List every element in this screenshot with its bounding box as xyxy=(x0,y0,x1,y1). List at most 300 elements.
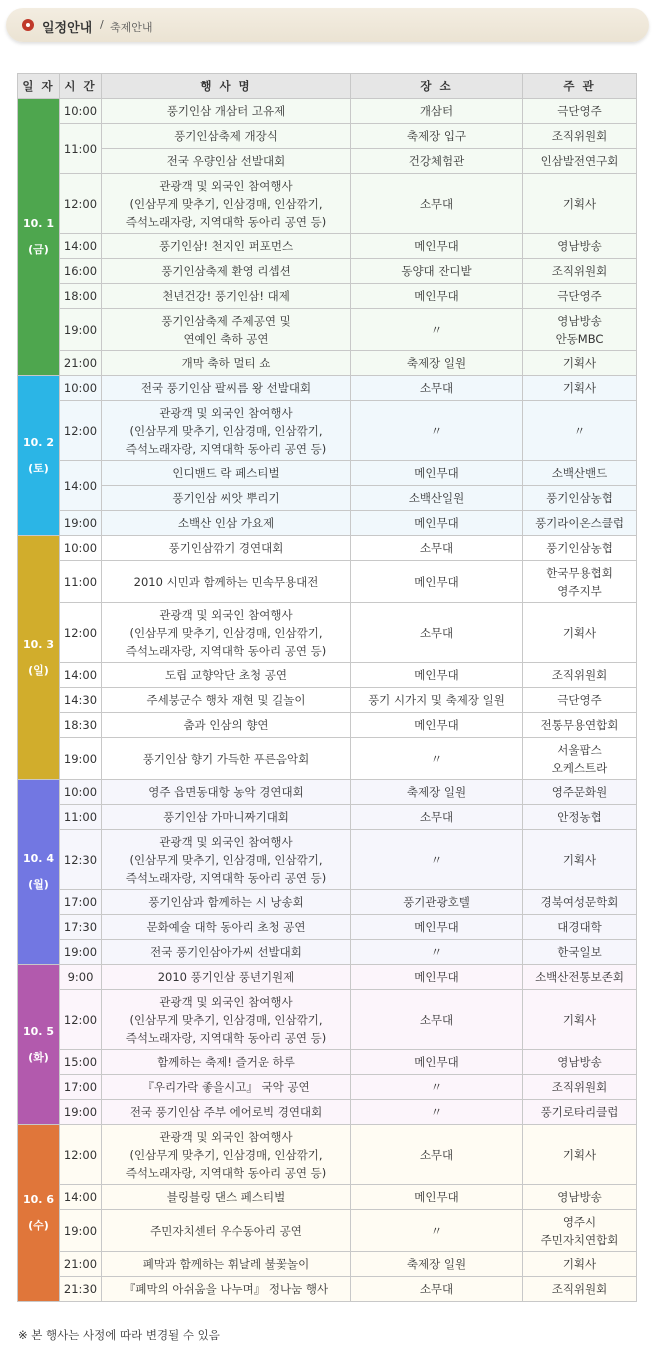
event-line: 즉석노래자랑, 지역대학 동아리 공연 등) xyxy=(125,870,327,885)
col-header-host: 주 관 xyxy=(523,74,637,99)
day-cell xyxy=(18,1125,60,1302)
day-date: 10. 1 xyxy=(23,217,54,230)
col-header-place: 장 소 xyxy=(351,74,523,99)
place-cell xyxy=(351,561,523,603)
event-line: 도립 교향악단 초청 공연 xyxy=(164,668,288,682)
place-cell xyxy=(351,738,523,780)
place-line: 소무대 xyxy=(419,381,454,395)
host-cell xyxy=(523,830,637,890)
event-cell xyxy=(102,536,351,561)
table-row xyxy=(18,663,637,688)
place-line: 메인무대 xyxy=(414,574,459,589)
host-line: 풍기인삼농협 xyxy=(546,541,613,555)
time-cell: 9:00 xyxy=(60,965,102,990)
event-line: 풍기인삼 향기 가득한 푸른음악회 xyxy=(142,751,310,766)
event-line: 즉석노래자랑, 지역대학 동아리 공연 등) xyxy=(125,643,327,658)
host-cell xyxy=(523,284,637,309)
event-cell xyxy=(102,830,351,890)
event-line: 『우리가락 좋을시고』 국악 공연 xyxy=(142,1080,310,1094)
host-cell xyxy=(523,990,637,1050)
event-cell xyxy=(102,1210,351,1252)
place-cell xyxy=(351,688,523,713)
host-line: 조직위원회 xyxy=(551,1080,608,1094)
event-line: 『폐막의 아쉬움을 나누며』 정나눔 행사 xyxy=(123,1282,329,1296)
host-line: 기획사 xyxy=(562,1257,597,1271)
col-header-date: 일 자 xyxy=(18,74,60,99)
place-line: 〃 xyxy=(430,852,443,867)
host-line: 풍기라이온스클럽 xyxy=(535,516,624,530)
host-line: 안정농협 xyxy=(557,810,602,824)
place-line: 메인무대 xyxy=(414,718,459,732)
event-line: (인삼무게 맞추기, 인삼경매, 인삼깎기, xyxy=(129,1012,323,1027)
event-line: 관광객 및 외국인 참여행사 xyxy=(159,178,293,193)
event-cell xyxy=(102,713,351,738)
table-row xyxy=(18,561,637,603)
host-cell xyxy=(523,461,637,486)
host-line: 조직위원회 xyxy=(551,129,608,143)
event-line: 즉석노래자랑, 지역대학 동아리 공연 등) xyxy=(125,441,327,456)
host-cell xyxy=(523,234,637,259)
host-cell xyxy=(523,149,637,174)
event-cell xyxy=(102,1252,351,1277)
place-line: 〃 xyxy=(430,945,443,959)
host-cell xyxy=(523,1252,637,1277)
host-line: 오케스트라 xyxy=(551,760,608,775)
event-line: 풍기인삼 씨앗 뿌리기 xyxy=(172,491,280,505)
table-row xyxy=(18,124,637,149)
time-cell: 21:00 xyxy=(60,1252,102,1277)
host-line: 극단영주 xyxy=(557,104,602,118)
host-line: 대경대학 xyxy=(557,920,602,934)
table-row xyxy=(18,915,637,940)
event-line: 인디밴드 락 페스티벌 xyxy=(172,466,280,480)
place-cell xyxy=(351,965,523,990)
host-line: 기획사 xyxy=(562,381,597,395)
event-line: 전국 풍기인삼 팔씨름 왕 선발대회 xyxy=(140,381,312,395)
place-cell xyxy=(351,1100,523,1125)
table-row xyxy=(18,890,637,915)
event-line: 전국 풍기인삼아가씨 선발대회 xyxy=(150,945,302,959)
time-cell: 19:00 xyxy=(60,738,102,780)
event-line: 풍기인삼축제 환영 리셉션 xyxy=(161,264,291,278)
host-cell xyxy=(523,915,637,940)
host-line: 풍기인삼농협 xyxy=(546,491,613,505)
event-cell xyxy=(102,351,351,376)
event-cell xyxy=(102,1277,351,1302)
day-cell xyxy=(18,536,60,780)
host-cell xyxy=(523,780,637,805)
table-row xyxy=(18,603,637,663)
table-row xyxy=(18,461,637,486)
event-cell xyxy=(102,890,351,915)
event-cell xyxy=(102,149,351,174)
event-cell xyxy=(102,511,351,536)
col-header-event: 행 사 명 xyxy=(102,74,351,99)
event-line: 풍기인삼깎기 경연대회 xyxy=(168,541,284,555)
place-cell xyxy=(351,603,523,663)
place-cell xyxy=(351,1050,523,1075)
host-cell xyxy=(523,174,637,234)
place-cell xyxy=(351,511,523,536)
place-cell xyxy=(351,940,523,965)
host-cell xyxy=(523,940,637,965)
time-cell: 12:00 xyxy=(60,603,102,663)
place-cell xyxy=(351,890,523,915)
event-line: 연예인 축하 공연 xyxy=(183,331,269,346)
event-cell xyxy=(102,1050,351,1075)
place-cell xyxy=(351,1210,523,1252)
event-line: 주세붕군수 행차 재현 및 길놀이 xyxy=(146,693,306,707)
event-cell xyxy=(102,284,351,309)
host-cell xyxy=(523,1100,637,1125)
host-cell xyxy=(523,309,637,351)
day-weekday: (월) xyxy=(28,878,49,891)
place-line: 풍기관광호텔 xyxy=(403,895,470,909)
host-cell xyxy=(523,561,637,603)
host-line: 기획사 xyxy=(562,1012,597,1027)
place-cell xyxy=(351,376,523,401)
place-cell xyxy=(351,401,523,461)
host-cell xyxy=(523,1185,637,1210)
day-cell xyxy=(18,99,60,376)
time-cell: 10:00 xyxy=(60,99,102,124)
event-line: (인삼무게 맞추기, 인삼경매, 인삼깎기, xyxy=(129,852,323,867)
table-row xyxy=(18,174,637,234)
host-cell xyxy=(523,965,637,990)
host-cell xyxy=(523,738,637,780)
bullet-icon xyxy=(22,19,34,31)
place-line: 메인무대 xyxy=(414,920,459,934)
event-cell xyxy=(102,174,351,234)
host-line: 기획사 xyxy=(562,356,597,370)
time-cell: 14:00 xyxy=(60,461,102,511)
host-line: 전통무용연합회 xyxy=(540,718,619,732)
table-row xyxy=(18,536,637,561)
time-cell: 21:30 xyxy=(60,1277,102,1302)
host-line: 주민자치연합회 xyxy=(540,1232,619,1247)
event-line: 함께하는 축제! 즐거운 하루 xyxy=(157,1055,295,1069)
table-row xyxy=(18,1100,637,1125)
place-line: 소무대 xyxy=(419,541,454,555)
host-cell xyxy=(523,1210,637,1252)
time-cell: 10:00 xyxy=(60,536,102,561)
table-header-row xyxy=(18,74,637,99)
host-line: 기획사 xyxy=(562,852,597,867)
time-cell: 12:00 xyxy=(60,990,102,1050)
time-cell: 18:00 xyxy=(60,284,102,309)
time-cell: 10:00 xyxy=(60,780,102,805)
breadcrumb-title[interactable]: 일정안내 xyxy=(42,21,93,36)
event-line: 춤과 인삼의 향연 xyxy=(183,718,269,732)
event-cell xyxy=(102,738,351,780)
host-line: 서울팝스 xyxy=(557,742,602,757)
place-line: 메인무대 xyxy=(414,466,459,480)
footnote: ※ 본 행사는 사정에 따라 변경될 수 있음 xyxy=(18,1328,220,1342)
place-cell xyxy=(351,149,523,174)
host-line: 영주시 xyxy=(562,1214,597,1229)
event-cell xyxy=(102,990,351,1050)
place-line: 메인무대 xyxy=(414,668,459,682)
day-weekday: (토) xyxy=(28,461,49,475)
host-cell xyxy=(523,1075,637,1100)
event-cell xyxy=(102,259,351,284)
host-line: 한국무용협회 xyxy=(546,565,613,580)
host-line: 기획사 xyxy=(562,1147,597,1162)
host-line: 안동MBC xyxy=(555,331,604,346)
event-cell xyxy=(102,461,351,486)
table-row xyxy=(18,284,637,309)
event-cell xyxy=(102,603,351,663)
host-cell xyxy=(523,890,637,915)
table-row xyxy=(18,309,637,351)
table-row xyxy=(18,1277,637,1302)
place-cell xyxy=(351,234,523,259)
place-line: 소무대 xyxy=(419,1147,454,1162)
table-row xyxy=(18,511,637,536)
host-line: 경북여성문학회 xyxy=(540,895,619,909)
place-cell xyxy=(351,284,523,309)
place-line: 메인무대 xyxy=(414,289,459,303)
place-line: 소무대 xyxy=(419,1282,454,1296)
event-line: 즉석노래자랑, 지역대학 동아리 공연 등) xyxy=(125,1030,327,1045)
place-cell xyxy=(351,461,523,486)
place-cell xyxy=(351,663,523,688)
event-cell xyxy=(102,376,351,401)
event-cell xyxy=(102,805,351,830)
event-line: 즉석노래자랑, 지역대학 동아리 공연 등) xyxy=(125,1165,327,1180)
time-cell: 12:00 xyxy=(60,401,102,461)
event-line: (인삼무게 맞추기, 인삼경매, 인삼깎기, xyxy=(129,196,323,211)
event-cell xyxy=(102,688,351,713)
time-cell: 21:00 xyxy=(60,351,102,376)
place-cell xyxy=(351,259,523,284)
event-line: 전국 우량인삼 선발대회 xyxy=(166,154,286,168)
event-cell xyxy=(102,1125,351,1185)
col-header-time: 시 간 xyxy=(60,74,102,99)
event-line: 관광객 및 외국인 참여행사 xyxy=(159,607,293,622)
table-row xyxy=(18,940,637,965)
day-date: 10. 4 xyxy=(23,852,54,865)
day-date: 10. 2 xyxy=(23,435,54,449)
table-row xyxy=(18,149,637,174)
place-line: 소무대 xyxy=(419,625,454,640)
time-cell: 19:00 xyxy=(60,309,102,351)
time-cell: 19:00 xyxy=(60,1210,102,1252)
time-cell: 12:30 xyxy=(60,830,102,890)
host-line: 조직위원회 xyxy=(551,1282,608,1296)
host-cell xyxy=(523,99,637,124)
place-line: 〃 xyxy=(430,1080,443,1094)
table-row xyxy=(18,259,637,284)
event-line: 풍기인삼 가마니짜기대회 xyxy=(163,810,289,824)
host-cell xyxy=(523,511,637,536)
event-line: 2010 풍기인삼 풍년기원제 xyxy=(157,970,295,984)
time-cell: 17:00 xyxy=(60,1075,102,1100)
event-line: 관광객 및 외국인 참여행사 xyxy=(159,405,293,420)
schedule-table xyxy=(17,73,637,1302)
place-cell xyxy=(351,309,523,351)
place-line: 〃 xyxy=(430,1105,443,1119)
place-line: 개삼터 xyxy=(419,104,454,118)
table-row xyxy=(18,351,637,376)
host-cell xyxy=(523,663,637,688)
day-date: 10. 5 xyxy=(23,1024,54,1038)
host-cell xyxy=(523,536,637,561)
event-line: 관광객 및 외국인 참여행사 xyxy=(159,834,293,849)
host-line: 영남방송 xyxy=(557,239,602,253)
time-cell: 18:30 xyxy=(60,713,102,738)
place-cell xyxy=(351,915,523,940)
host-line: 〃 xyxy=(573,423,586,438)
host-line: 영남방송 xyxy=(557,313,602,328)
place-line: 축제장 일원 xyxy=(406,1257,467,1271)
table-row xyxy=(18,738,637,780)
event-cell xyxy=(102,234,351,259)
table-row xyxy=(18,1050,637,1075)
time-cell: 19:00 xyxy=(60,940,102,965)
event-cell xyxy=(102,1100,351,1125)
event-cell xyxy=(102,965,351,990)
day-weekday: (일) xyxy=(28,663,49,677)
place-cell xyxy=(351,1185,523,1210)
event-line: (인삼무게 맞추기, 인삼경매, 인삼깎기, xyxy=(129,1147,323,1162)
day-weekday: (금) xyxy=(28,243,49,256)
time-cell: 16:00 xyxy=(60,259,102,284)
host-cell xyxy=(523,124,637,149)
event-line: 관광객 및 외국인 참여행사 xyxy=(159,1129,293,1144)
place-cell xyxy=(351,805,523,830)
event-cell xyxy=(102,1075,351,1100)
time-cell: 11:00 xyxy=(60,124,102,174)
time-cell: 11:00 xyxy=(60,805,102,830)
table-row xyxy=(18,1210,637,1252)
place-cell xyxy=(351,351,523,376)
host-line: 영주지부 xyxy=(557,583,602,598)
place-cell xyxy=(351,1277,523,1302)
day-date: 10. 3 xyxy=(23,637,54,651)
table-row xyxy=(18,990,637,1050)
place-line: 메인무대 xyxy=(414,970,459,984)
host-line: 극단영주 xyxy=(557,693,602,707)
host-line: 조직위원회 xyxy=(551,264,608,278)
day-weekday: (화) xyxy=(28,1050,49,1064)
place-line: 〃 xyxy=(430,423,443,438)
table-row xyxy=(18,376,637,401)
host-line: 극단영주 xyxy=(557,289,602,303)
table-row xyxy=(18,1075,637,1100)
host-cell xyxy=(523,1125,637,1185)
time-cell: 14:00 xyxy=(60,1185,102,1210)
event-line: 소백산 인삼 가요제 xyxy=(177,516,275,530)
event-line: 풍기인삼축제 개장식 xyxy=(174,129,278,143)
day-cell xyxy=(18,965,60,1125)
event-line: 개막 축하 멀티 쇼 xyxy=(181,356,271,370)
event-cell xyxy=(102,663,351,688)
day-cell xyxy=(18,376,60,536)
day-cell xyxy=(18,780,60,965)
place-cell xyxy=(351,486,523,511)
event-line: 관광객 및 외국인 참여행사 xyxy=(159,994,293,1009)
table-row xyxy=(18,486,637,511)
place-cell xyxy=(351,780,523,805)
host-cell xyxy=(523,603,637,663)
place-line: 소무대 xyxy=(419,1012,454,1027)
place-line: 〃 xyxy=(430,751,443,766)
table-row xyxy=(18,1125,637,1185)
place-cell xyxy=(351,713,523,738)
host-cell xyxy=(523,486,637,511)
breadcrumb-separator: / xyxy=(100,18,104,31)
place-line: 축제장 입구 xyxy=(406,129,467,143)
time-cell: 14:00 xyxy=(60,663,102,688)
place-line: 메인무대 xyxy=(414,1190,459,1204)
time-cell: 11:00 xyxy=(60,561,102,603)
event-cell xyxy=(102,309,351,351)
event-line: 풍기인삼 개삼터 고유제 xyxy=(166,104,286,118)
event-cell xyxy=(102,99,351,124)
host-line: 조직위원회 xyxy=(551,668,608,682)
event-line: 풍기인삼과 함께하는 시 낭송회 xyxy=(148,895,304,909)
host-line: 영주문화원 xyxy=(551,785,608,799)
host-cell xyxy=(523,713,637,738)
place-cell xyxy=(351,99,523,124)
host-cell xyxy=(523,1050,637,1075)
event-line: 즉석노래자랑, 지역대학 동아리 공연 등) xyxy=(125,214,327,229)
schedule-body xyxy=(18,99,637,1302)
host-line: 영남방송 xyxy=(557,1190,602,1204)
host-line: 소백산밴드 xyxy=(551,466,608,480)
host-line: 기획사 xyxy=(562,625,597,640)
time-cell: 14:30 xyxy=(60,688,102,713)
event-line: 천년건강! 풍기인삼! 대제 xyxy=(162,289,290,303)
day-date: 10. 6 xyxy=(23,1193,54,1206)
place-line: 〃 xyxy=(430,322,443,337)
host-line: 한국일보 xyxy=(557,945,602,959)
event-line: 풍기인삼! 천지인 퍼포먼스 xyxy=(158,239,294,253)
place-cell xyxy=(351,124,523,149)
host-cell xyxy=(523,401,637,461)
event-cell xyxy=(102,940,351,965)
event-line: 폐막과 함께하는 휘날레 불꽃놀이 xyxy=(142,1257,310,1271)
place-line: 축제장 일원 xyxy=(406,785,467,799)
place-line: 소무대 xyxy=(419,810,454,824)
time-cell: 19:00 xyxy=(60,511,102,536)
event-cell xyxy=(102,780,351,805)
place-line: 소백산일원 xyxy=(408,491,465,505)
breadcrumb-current[interactable]: 축제안내 xyxy=(110,21,153,34)
place-line: 메인무대 xyxy=(414,239,459,253)
place-line: 풍기 시가지 및 축제장 일원 xyxy=(368,693,505,707)
host-line: 기획사 xyxy=(562,196,597,211)
host-line: 영남방송 xyxy=(557,1055,602,1069)
table-row xyxy=(18,780,637,805)
event-cell xyxy=(102,561,351,603)
place-line: 메인무대 xyxy=(414,1055,459,1069)
host-cell xyxy=(523,259,637,284)
event-cell xyxy=(102,915,351,940)
host-line: 인삼발전연구회 xyxy=(540,154,619,168)
place-cell xyxy=(351,830,523,890)
host-cell xyxy=(523,1277,637,1302)
event-line: (인삼무게 맞추기, 인삼경매, 인삼깎기, xyxy=(129,423,323,438)
place-cell xyxy=(351,1252,523,1277)
event-line: (인삼무게 맞추기, 인삼경매, 인삼깎기, xyxy=(129,625,323,640)
event-cell xyxy=(102,1185,351,1210)
place-line: 건강체험관 xyxy=(408,154,465,168)
day-weekday: (수) xyxy=(28,1219,49,1232)
place-line: 소무대 xyxy=(419,196,454,211)
time-cell: 19:00 xyxy=(60,1100,102,1125)
